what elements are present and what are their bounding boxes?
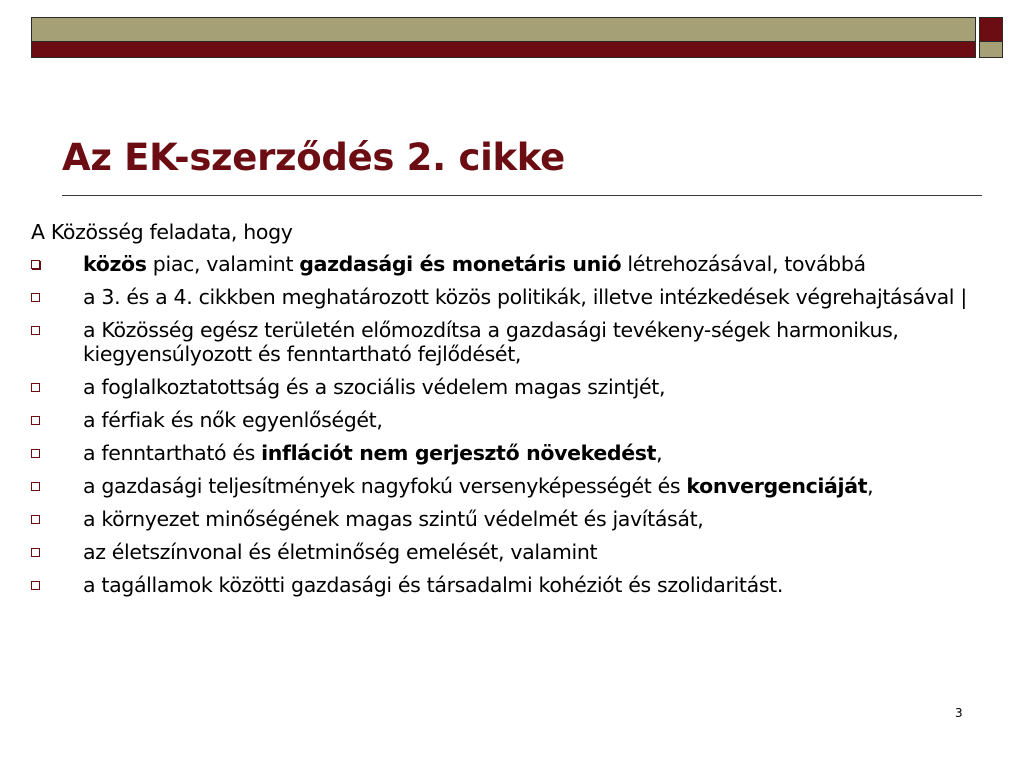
- list-item: [31, 474, 986, 498]
- square-bullet-icon: [31, 293, 40, 302]
- item-text: létrehozásával, továbbá: [621, 252, 866, 276]
- item-text: a Közösség egész területén előmozdítsa a gazdasági tevékeny-ségek harmonikus, kiegyensúlyozott és fenntartható fejlődését,: [83, 318, 899, 366]
- list-item: [31, 252, 986, 276]
- item-text: a környezet minőségének magas szintű védelmét és javítását,: [83, 507, 704, 531]
- square-bullet-icon: [31, 449, 40, 458]
- intro-text: A Közösség feladata, hogy: [31, 220, 293, 244]
- list-item: [31, 441, 986, 465]
- item-text: piac, valamint: [146, 252, 300, 276]
- list-item: [31, 375, 986, 399]
- item-text: a férfiak és nők egyenlőségét,: [83, 408, 383, 432]
- title-divider: [62, 195, 982, 196]
- square-bullet-icon: [31, 260, 40, 269]
- bold-text: inflációt nem gerjesztő növekedést: [261, 441, 657, 465]
- list-item: [31, 408, 986, 432]
- list-item: [31, 573, 986, 597]
- slide-body: [31, 220, 986, 606]
- list-item: [31, 318, 986, 366]
- list-item: [31, 507, 986, 531]
- bullet-list: [31, 252, 986, 597]
- item-text: a gazdasági teljesítmények nagyfokú versenyképességét és: [83, 474, 687, 498]
- square-bullet-icon: [31, 326, 40, 335]
- header-square-dark: [979, 17, 1003, 42]
- bold-text: gazdasági és monetáris unió: [299, 252, 622, 276]
- page-number: 3: [955, 706, 963, 720]
- item-text: az életszínvonal és életminőség emelését, valamint: [83, 540, 598, 564]
- square-bullet-icon: [31, 548, 40, 557]
- item-text: ,: [656, 441, 663, 465]
- square-bullet-icon: [31, 482, 40, 491]
- bold-text: közös: [83, 252, 147, 276]
- list-item: [31, 285, 986, 309]
- item-text: ,: [867, 474, 874, 498]
- square-bullet-icon: [31, 383, 40, 392]
- header-square-olive: [979, 42, 1003, 58]
- item-text: a fenntartható és: [83, 441, 262, 465]
- header-bar-dark: [31, 42, 976, 58]
- slide-title: Az EK-szerződés 2. cikke: [62, 136, 565, 179]
- square-bullet-icon: [31, 515, 40, 524]
- item-text: a foglalkoztatottság és a szociális védelem magas szintjét,: [83, 375, 666, 399]
- square-bullet-icon: [31, 416, 40, 425]
- list-item: [31, 540, 986, 564]
- header-bar-olive: [31, 17, 976, 42]
- item-text: a 3. és a 4. cikkben meghatározott közös politikák, illetve intézkedések végrehajtásával |: [83, 285, 967, 309]
- item-text: a tagállamok közötti gazdasági és társadalmi kohéziót és szolidaritást.: [83, 573, 783, 597]
- square-bullet-icon: [31, 581, 40, 590]
- bold-text: konvergenciáját: [686, 474, 868, 498]
